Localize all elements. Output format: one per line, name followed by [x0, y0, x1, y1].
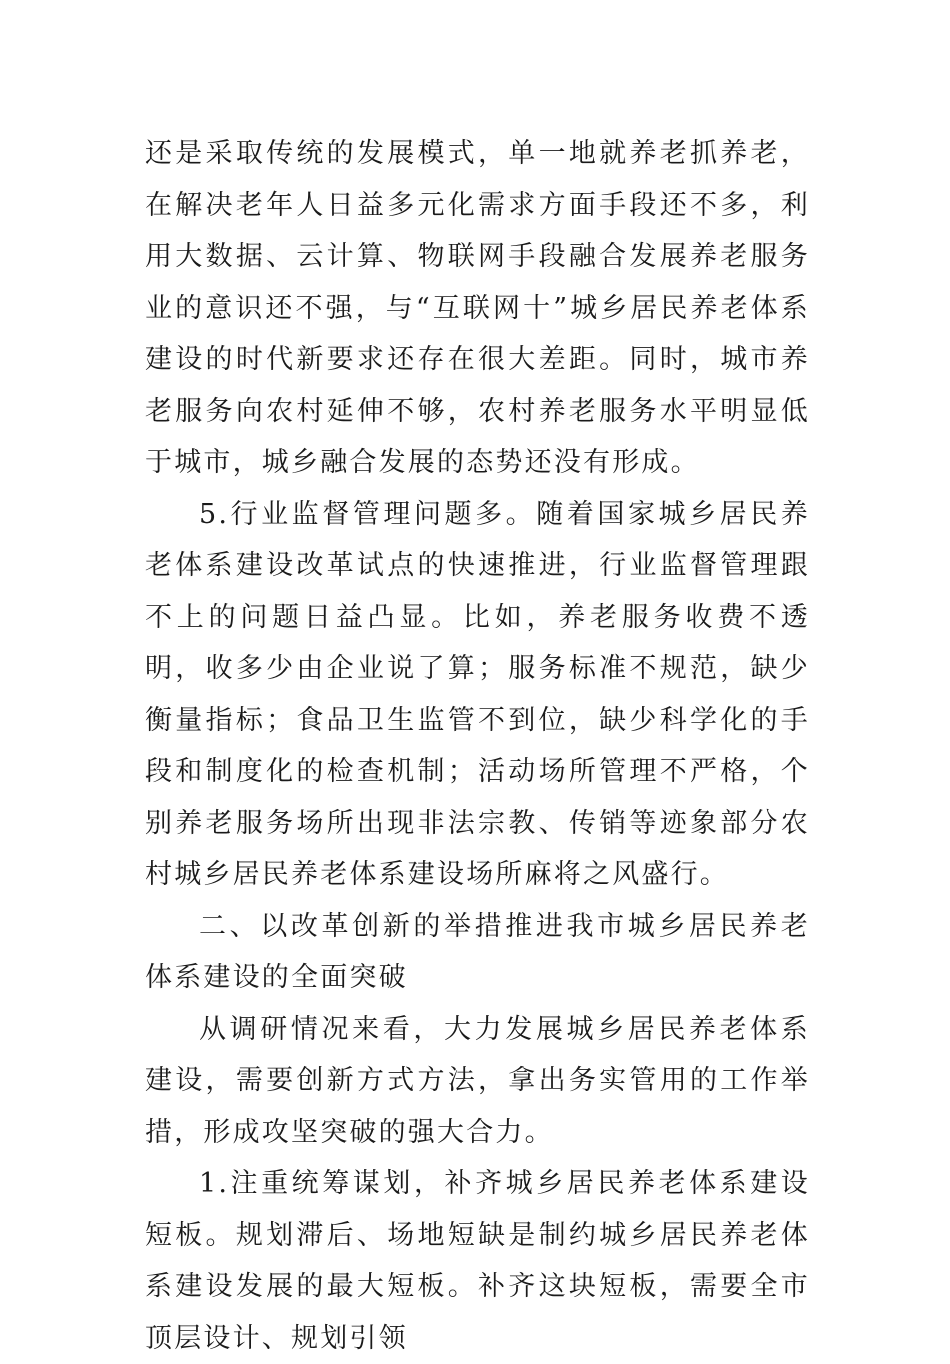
- section-heading-reform-innovation: 二、以改革创新的举措推进我市城乡居民养老体系建设的全面突破: [145, 910, 810, 993]
- body-paragraph-industry-supervision: 5.行业监督管理问题多。随着国家城乡居民养老体系建设改革试点的快速推进，行业监督管理跟不上的问题日益凸显。比如，养老服务收费不透明，收多少由企业说了算；服务标准不规范，缺少衡量指标；食品卫生监管不到位，缺少科学化的手段和制度化的检查机制；活动场所管理不严格，个别养老服务场所出现非法宗教、传销等迹象部分农村城乡居民养老体系建设场所麻将之风盛行。: [145, 498, 810, 890]
- document-body: [145, 128, 810, 1364]
- body-paragraph-overall-planning: 1.注重统筹谋划，补齐城乡居民养老体系建设短板。规划滞后、场地短缺是制约城乡居民养老体系建设发展的最大短板。补齐这块短板，需要全市顶层设计、规划引领: [145, 1168, 810, 1354]
- body-paragraph-continuation: 还是采取传统的发展模式，单一地就养老抓养老，在解决老年人日益多元化需求方面手段还不多，利用大数据、云计算、物联网手段融合发展养老服务业的意识还不强，与“互联网十”城乡居民养老体系建设的时代新要求还存在很大差距。同时，城市养老服务向农村延伸不够，农村养老服务水平明显低于城市，城乡融合发展的态势还没有形成。: [145, 138, 810, 478]
- body-paragraph-research-summary: 从调研情况来看，大力发展城乡居民养老体系建设，需要创新方式方法，拿出务实管用的工作举措，形成攻坚突破的强大合力。: [145, 1013, 810, 1148]
